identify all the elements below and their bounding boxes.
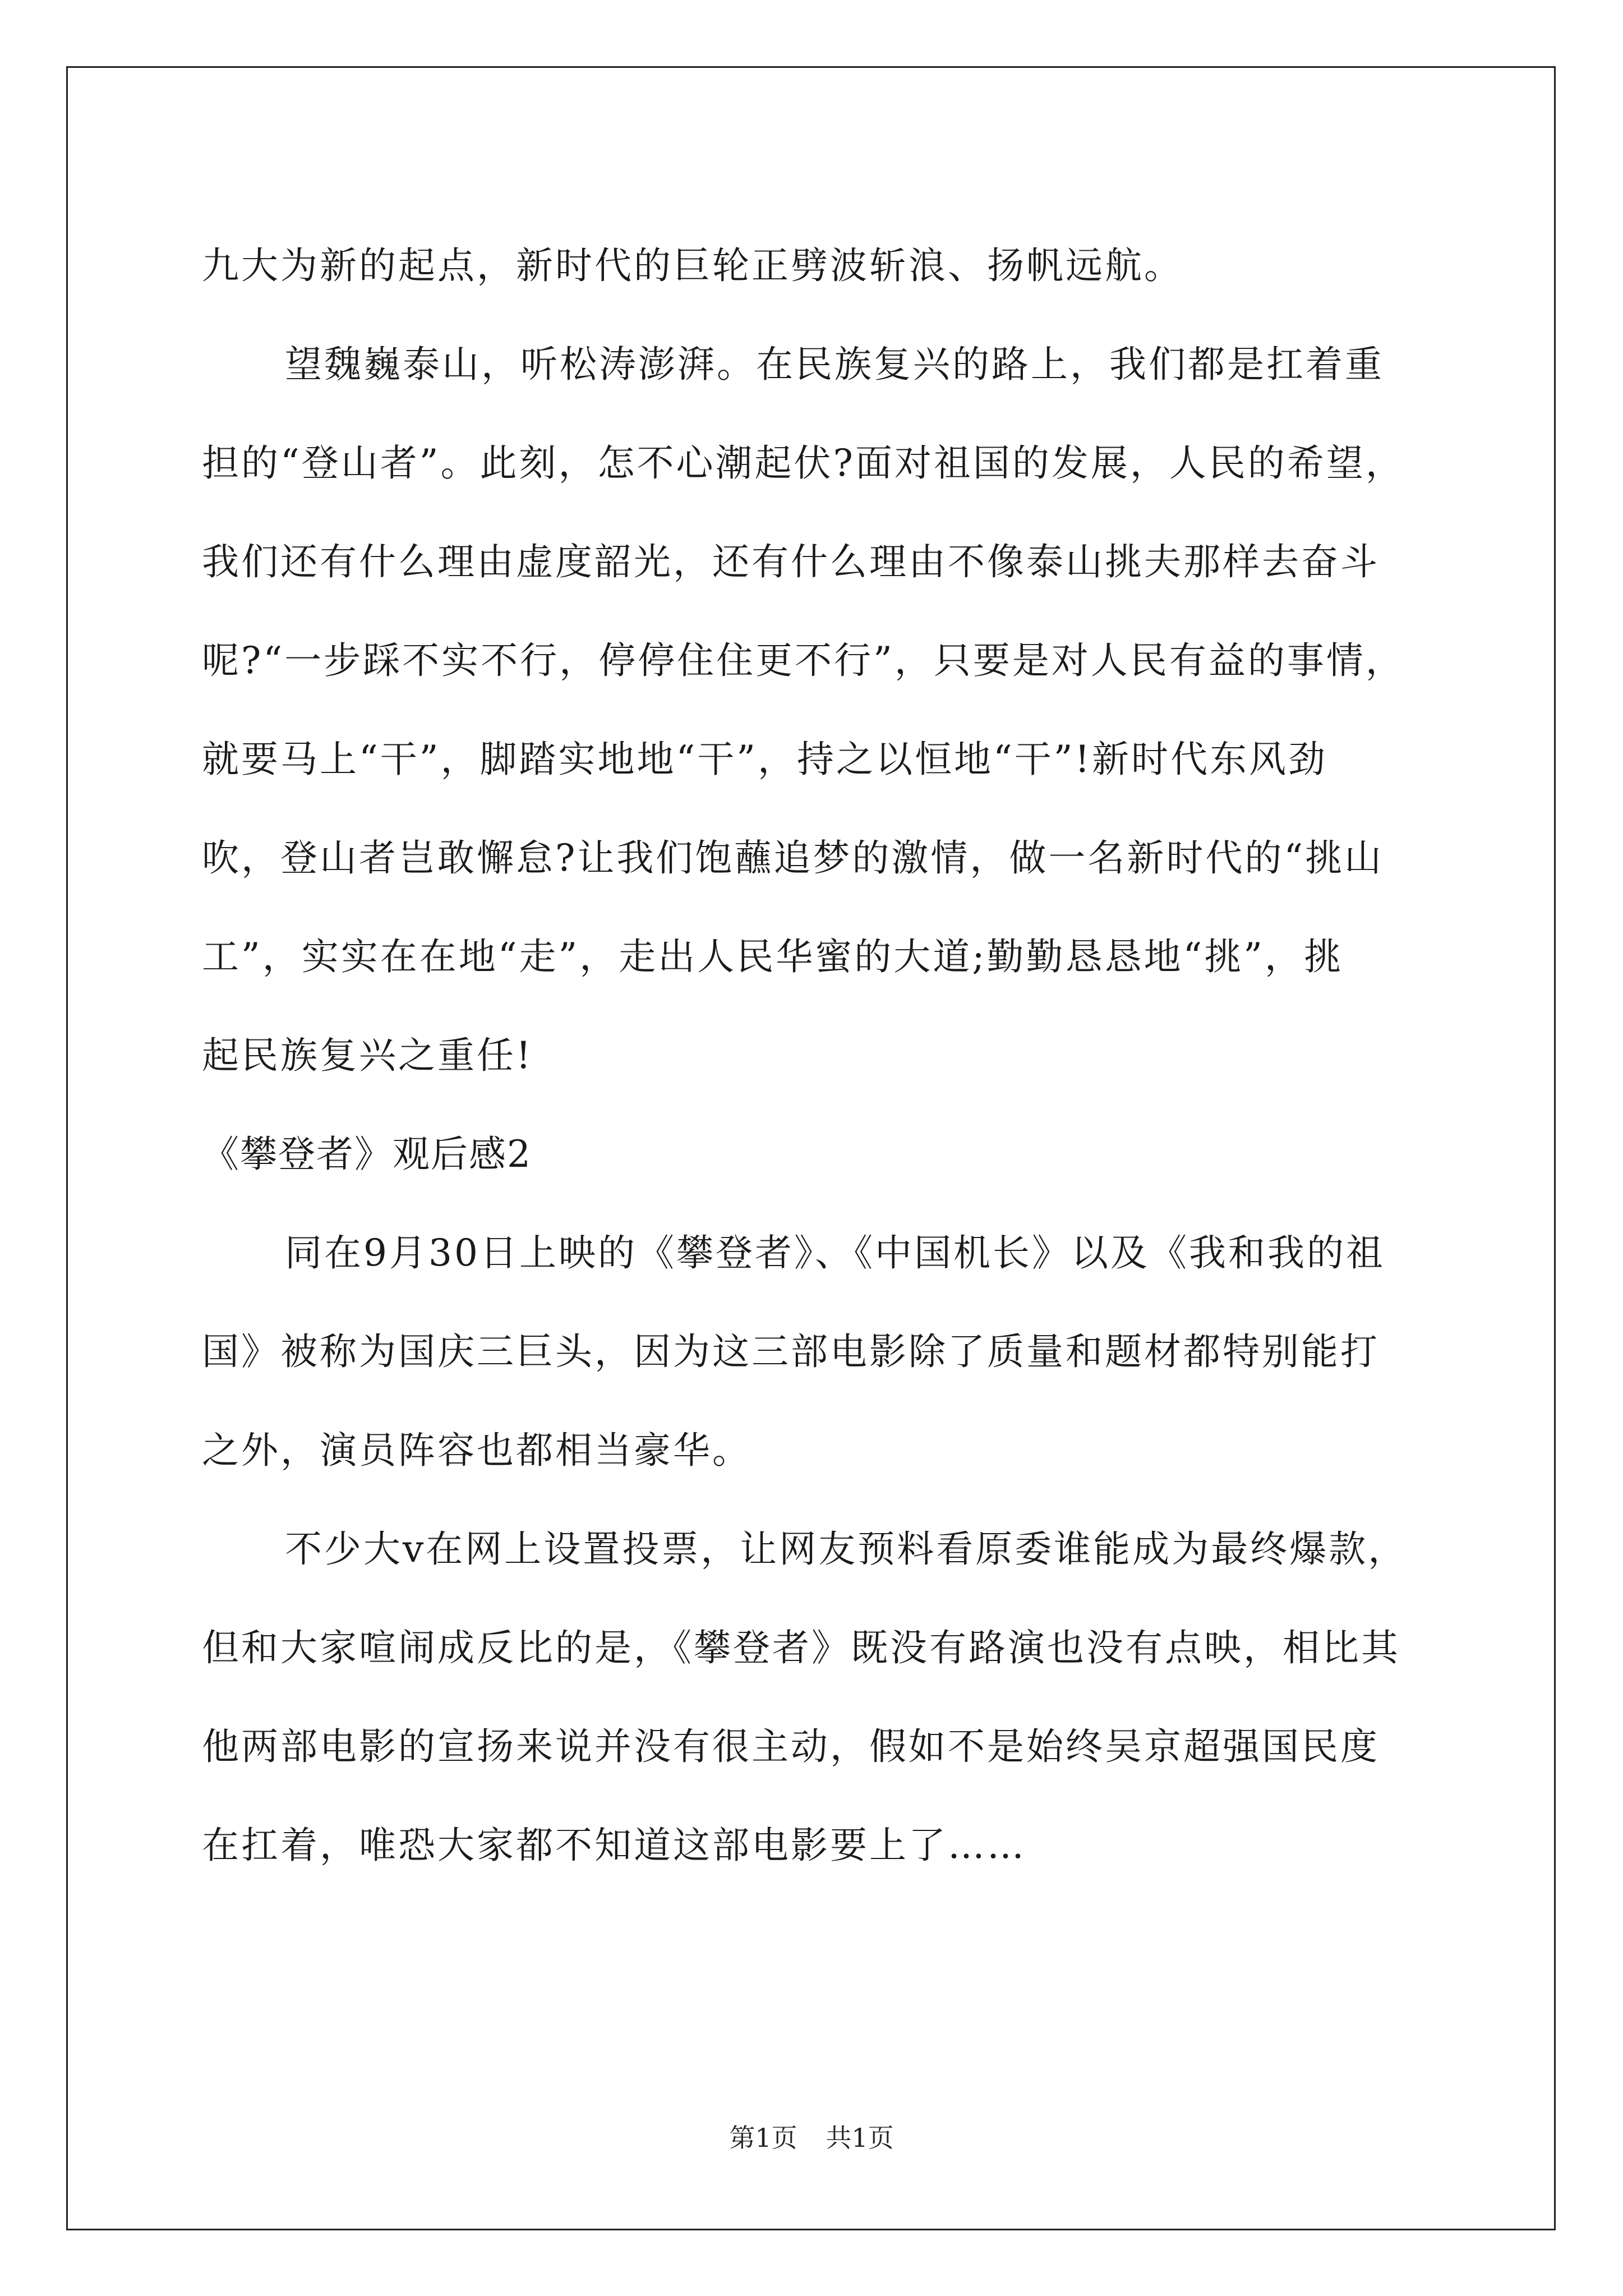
text-line: 在扛着，唯恐大家都不知道这部电影要上了…… <box>202 1824 1026 1867</box>
text-line: 他两部电影的宣扬来说并没有很主动，假如不是始终吴京超强国民度 <box>202 1725 1380 1768</box>
text-line: 起民族复兴之重任! <box>202 1034 533 1077</box>
section-heading: 《攀登者》观后感2 <box>202 1133 532 1176</box>
page-number: 第1页 <box>729 2123 797 2153</box>
text-line: 吹，登山者岂敢懈怠?让我们饱蘸追梦的激情，做一名新时代的“挑山 <box>202 836 1384 880</box>
text-line: 担的“登山者”。此刻，怎不心潮起伏?面对祖国的发展，人民的希望， <box>202 441 1405 485</box>
text-line: 我们还有什么理由虚度韶光，还有什么理由不像泰山挑夫那样去奋斗 <box>202 540 1380 583</box>
text-line: 国》被称为国庆三巨头，因为这三部电影除了质量和题材都特别能打 <box>202 1330 1380 1373</box>
text-line: 但和大家喧闹成反比的是，《攀登者》既没有路演也没有点映，相比其 <box>202 1626 1400 1669</box>
text-line: 之外，演员阵容也都相当豪华。 <box>202 1429 751 1472</box>
document-body <box>202 217 1427 1895</box>
text-line: 不少大v在网上设置投票，让网友预料看原委谁能成为最终爆款， <box>285 1527 1408 1571</box>
text-line: 望魏巍泰山，听松涛澎湃。在民族复兴的路上，我们都是扛着重 <box>285 343 1384 386</box>
page-total: 共1页 <box>826 2123 894 2153</box>
text-line: 呢?“一步踩不实不行，停停住住更不行”，只要是对人民有益的事情， <box>202 639 1405 682</box>
text-line: 九大为新的起点，新时代的巨轮正劈波斩浪、扬帆远航。 <box>202 244 1183 287</box>
page-footer <box>0 2118 1623 2155</box>
text-line: 同在9月30日上映的《攀登者》、《中国机长》以及《我和我的祖 <box>285 1231 1385 1274</box>
text-line: 工”，实实在在地“走”，走出人民华蜜的大道;勤勤恳恳地“挑”，挑 <box>202 935 1343 978</box>
text-line: 就要马上“干”，脚踏实地地“干”，持之以恒地“干”!新时代东风劲 <box>202 738 1327 781</box>
